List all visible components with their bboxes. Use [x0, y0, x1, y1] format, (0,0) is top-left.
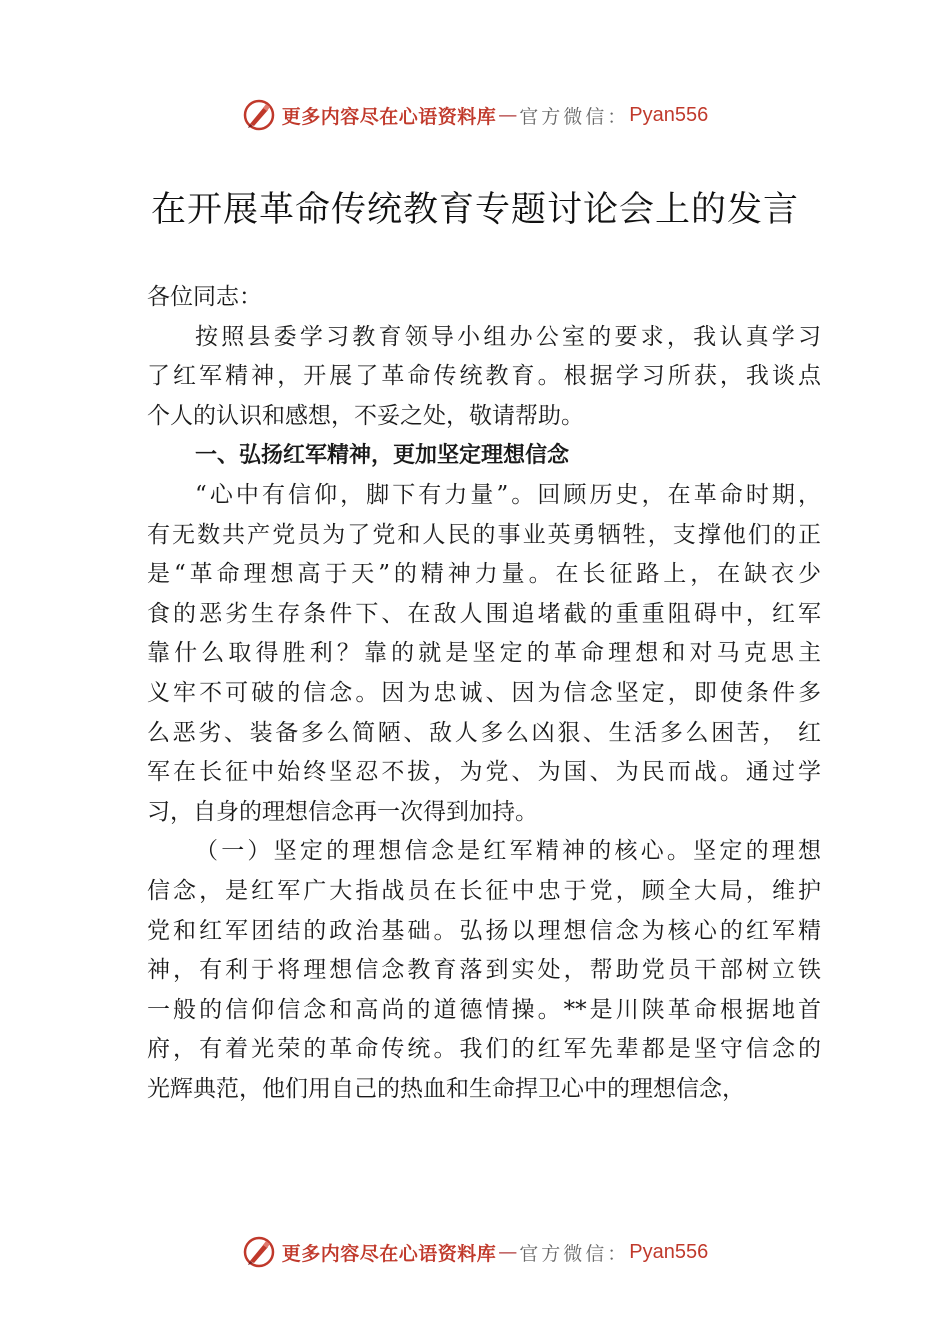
- paragraph-line: 靠什么取得胜利？靠的就是坚定的革命理想和对马克思主: [147, 640, 821, 667]
- pen-logo-icon: [242, 1235, 276, 1269]
- banner-wechat-id: Pyan556: [629, 103, 709, 126]
- paragraph-line: 有无数共产党员为了党和人民的事业英勇牺牲，支撑他们的正: [147, 521, 821, 548]
- paragraph-line: 习，自身的理想信念再一次得到加持。: [147, 798, 538, 825]
- paragraph-line: 义牢不可破的信念。因为忠诚、因为信念坚定，即使条件多: [147, 679, 821, 706]
- banner-dash: —: [498, 1241, 518, 1263]
- paragraph-line: “心中有信仰，脚下有力量”。回顾历史，在革命时期，: [195, 481, 821, 508]
- paragraph-line: 个人的认识和感想，不妥之处，敬请帮助。: [147, 402, 584, 429]
- paragraph-line: 信念，是红军广大指战员在长征中忠于党，顾全大局，维护: [147, 877, 821, 904]
- paragraph-line: 党和红军团结的政治基础。弘扬以理想信念为核心的红军精: [147, 917, 821, 944]
- header-banner: [0, 95, 950, 135]
- banner-official-label: 官方微信：: [519, 105, 630, 128]
- banner-brand: 更多内容尽在心语资料库: [281, 1242, 497, 1265]
- pen-logo-icon: [242, 98, 276, 132]
- paragraph-line: （一）坚定的理想信念是红军精神的核心。坚定的理想: [195, 838, 821, 865]
- paragraph-line: 军在长征中始终坚忍不拔，为党、为国、为民而战。通过学: [147, 759, 821, 786]
- banner-wechat-id: Pyan556: [629, 1240, 709, 1263]
- banner-brand: 更多内容尽在心语资料库: [281, 105, 497, 128]
- paragraph-line: 是“革命理想高于天”的精神力量。在长征路上，在缺衣少: [147, 561, 821, 588]
- document-title: 在开展革命传统教育专题讨论会上的发言: [150, 190, 799, 230]
- banner-official-label: 官方微信：: [519, 1242, 630, 1265]
- paragraph-line: 了红军精神，开展了革命传统教育。根据学习所获，我谈点: [147, 363, 821, 390]
- banner-dash: —: [498, 104, 518, 126]
- paragraph-line: 按照县委学习教育领导小组办公室的要求，我认真学习: [195, 323, 821, 350]
- document-body: [147, 278, 821, 1109]
- salutation: 各位同志：: [147, 284, 262, 310]
- paragraph-line: 府，有着光荣的革命传统。我们的红军先辈都是坚守信念的: [147, 1036, 821, 1063]
- paragraph-line: 食的恶劣生存条件下、在敌人围追堵截的重重阻碍中，红军: [147, 600, 821, 627]
- paragraph-line: 光辉典范，他们用自己的热血和生命捍卫心中的理想信念，: [147, 1075, 745, 1102]
- footer-banner: [0, 1232, 950, 1272]
- paragraph-line: 神，有利于将理想信念教育落到实处，帮助党员干部树立铁: [147, 957, 821, 984]
- paragraph-line: 么恶劣、装备多么简陋、敌人多么凶狠、生活多么困苦， 红: [147, 719, 821, 746]
- paragraph-line: 一般的信仰信念和高尚的道德情操。**是川陕革命根据地首: [147, 996, 821, 1023]
- section-heading: 一、弘扬红军精神，更加坚定理想信念: [195, 443, 570, 469]
